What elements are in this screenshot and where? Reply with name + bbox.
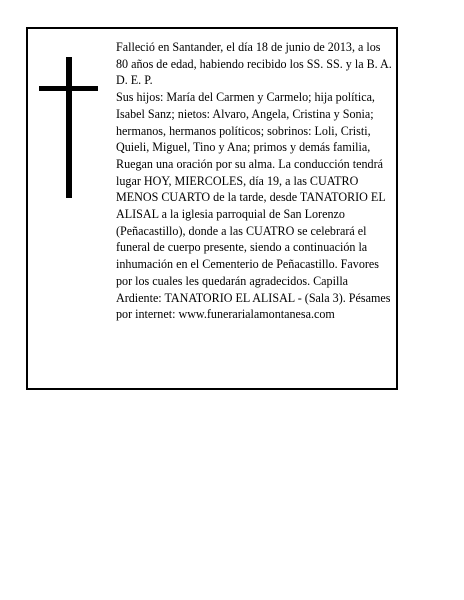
notice-body: Sus hijos: María del Carmen y Carmelo; hija política, Isabel Sanz; nietos: Alvaro, Angela, Cristina y Sonia; hermanos, hermanos políticos; sobrinos: Loli, Cristi, Quieli, Miguel, Tino y Ana; primos y demás familia, Ruegan una oración por su alma. La conducción tendrá lugar HOY, MIERCOLES, día 19, a las CUATRO MENOS CUARTO de la tarde, desde TANATORIO EL ALISAL a la iglesia parroquial de San Lorenzo (Peñacastillo), donde a las CUATRO se celebrará el funeral de cuerpo presente, siendo a continuación la inhumación en el Cementerio de Peñacastillo. Favores por los cuales les quedarán agradecidos. Capilla Ardiente: TANATORIO EL ALISAL - (Sala 3). Pésames por internet: www.funerarialamontanesa.com <box>116 90 391 322</box>
cross-vertical-bar <box>66 57 72 198</box>
notice-text <box>116 39 392 323</box>
cross-horizontal-bar <box>39 86 98 91</box>
notice-intro: Falleció en Santander, el día 18 de junio de 2013, a los 80 años de edad, habiendo recibido los SS. SS. y la B. A. <box>116 40 392 71</box>
obituary-notice <box>26 27 398 390</box>
notice-dep: D. E. P. <box>116 73 153 88</box>
